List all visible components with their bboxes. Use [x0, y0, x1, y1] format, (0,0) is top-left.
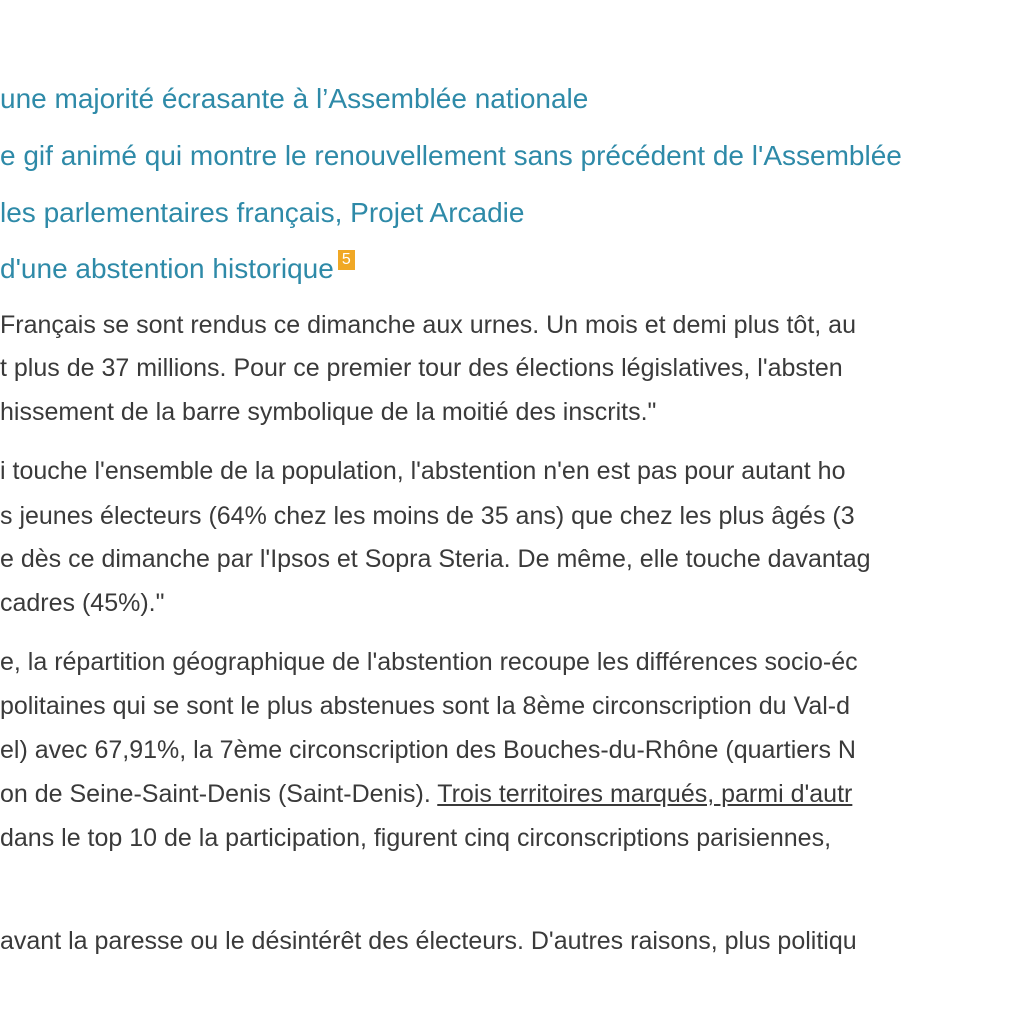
heading-link-gif[interactable]: e gif animé qui montre le renouvellement sans précédent de l'Assemblée	[0, 140, 902, 171]
paragraph-3-line-1: e, la répartition géographique de l'abstention recoupe les différences socio-éc	[0, 648, 858, 676]
paragraph-4-line-1: avant la paresse ou le désintérêt des électeurs. D'autres raisons, plus politiqu	[0, 927, 857, 955]
inline-link-territories[interactable]: Trois territoires marqués, parmi d'autr	[437, 780, 853, 808]
paragraph-3-line-5: dans le top 10 de la participation, figurent cinq circonscriptions parisiennes,	[0, 824, 832, 852]
paragraph-2-line-2: s jeunes électeurs (64% chez les moins de 35 ans) que chez les plus âgés (3	[0, 502, 855, 530]
paragraph-3-line-4-text: on de Seine-Saint-Denis (Saint-Denis).	[0, 780, 438, 808]
footnote-badge[interactable]: 5	[338, 250, 355, 270]
section-heading-abstention	[0, 252, 355, 286]
paragraph-2-line-1: i touche l'ensemble de la population, l'abstention n'en est pas pour autant ho	[0, 457, 846, 485]
paragraph-3-line-4	[0, 778, 852, 810]
heading-link-parliamentarians[interactable]: les parlementaires français, Projet Arcadie	[0, 197, 525, 228]
paragraph-1-line-2: t plus de 37 millions. Pour ce premier tour des élections législatives, l'absten	[0, 354, 843, 382]
paragraph-2-line-4: cadres (45%)."	[0, 589, 165, 617]
paragraph-1-line-1: Français se sont rendus ce dimanche aux urnes. Un mois et demi plus tôt, au	[0, 311, 856, 339]
paragraph-3-line-3: el) avec 67,91%, la 7ème circonscription des Bouches-du-Rhône (quartiers N	[0, 736, 856, 764]
paragraph-1-line-3: hissement de la barre symbolique de la moitié des inscrits."	[0, 398, 657, 426]
paragraph-2-line-3: e dès ce dimanche par l'Ipsos et Sopra Steria. De même, elle touche davantag	[0, 545, 871, 573]
heading-link-majority[interactable]: une majorité écrasante à l’Assemblée nationale	[0, 83, 589, 114]
section-heading-text: d'une abstention historique	[0, 253, 334, 284]
paragraph-3-line-2: politaines qui se sont le plus abstenues sont la 8ème circonscription du Val-d	[0, 692, 851, 720]
